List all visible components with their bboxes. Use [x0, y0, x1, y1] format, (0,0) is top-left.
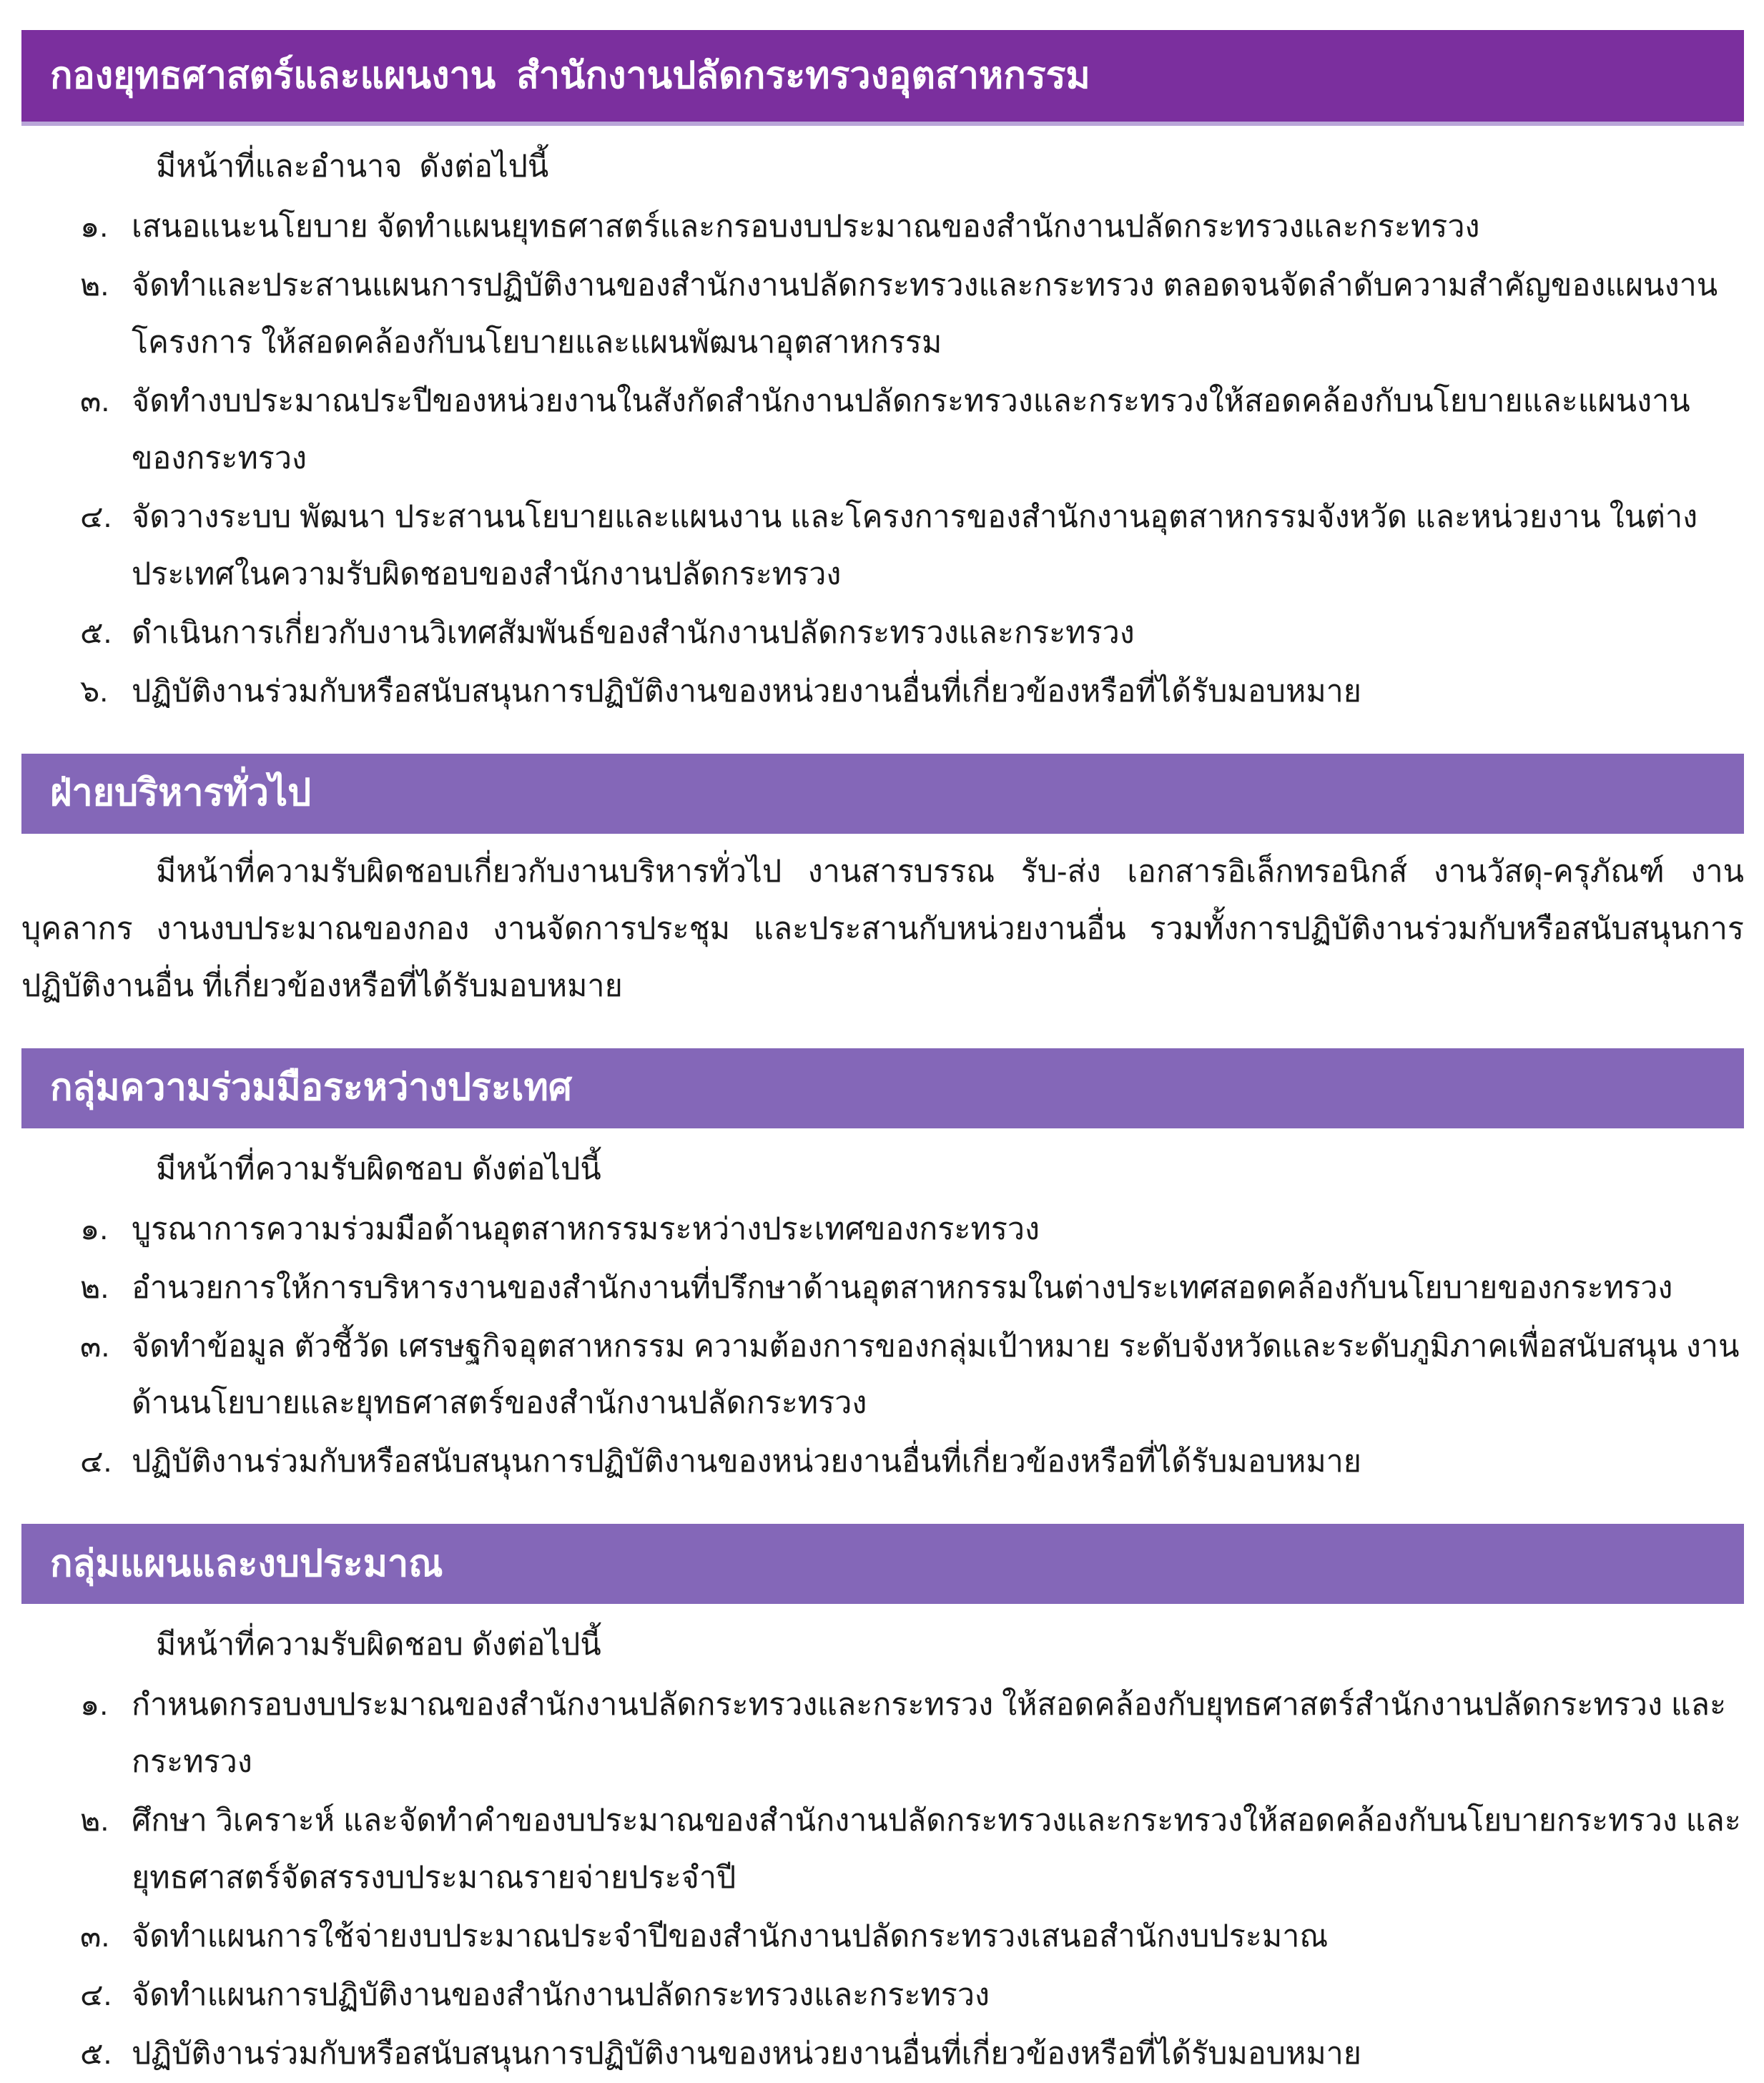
item-text: จัดทำและประสานแผนการปฏิบัติงานของสำนักงานปลัดกระทรวงและกระทรวง ตลอดจนจัดลำดับความสำคัญของแผนงาน โครงการ ให้สอดคล้องกับนโยบายและแผนพัฒนาอุตสาหกรรม [132, 267, 1718, 360]
duty-list-plan-budget [80, 1677, 1744, 2083]
section-header-strategy-division [21, 30, 1744, 126]
item-number: ๑. [80, 1211, 109, 1246]
item-number: ๔. [80, 1444, 112, 1479]
list-item [80, 199, 1744, 256]
section-title: กองยุทธศาสตร์และแผนงาน สำนักงานปลัดกระทรวงอุตสาหกรรม [50, 54, 1090, 97]
item-number: ๖. [80, 674, 109, 709]
list-item [80, 2026, 1744, 2083]
item-number: ๑. [80, 1688, 109, 1723]
section-paragraph: มีหน้าที่ความรับผิดชอบเกี่ยวกับงานบริหารทั่วไป งานสารบรรณ รับ-ส่ง เอกสารอิเล็กทรอนิกส์ งานวัสดุ-ครุภัณฑ์ งานบุคลากร งานงบประมาณของกอง งานจัดการประชุม และประสานกับหน่วยงานอื่น รวมทั้งการปฏิบัติงานร่วมกับหรือสนับสนุนการปฏิบัติงานอื่น ที่เกี่ยวข้องหรือที่ได้รับมอบหมาย [21, 854, 1744, 1003]
list-item [80, 257, 1744, 372]
list-item [80, 1677, 1744, 1791]
item-text: กำหนดกรอบงบประมาณของสำนักงานปลัดกระทรวงและกระทรวง ให้สอดคล้องกับยุทธศาสตร์สำนักงานปลัดกระทรวง และกระทรวง [132, 1688, 1727, 1780]
list-item [80, 1909, 1744, 1966]
intro-line: มีหน้าที่และอำนาจ ดังต่อไปนี้ [156, 149, 549, 184]
item-text: จัดทำงบประมาณประปีของหน่วยงานในสังกัดสำนักงานปลัดกระทรวงและกระทรวงให้สอดคล้องกับนโยบายและแผนงาน ของกระทรวง [132, 383, 1690, 476]
section-title: ฝ่ายบริหารทั่วไป [50, 772, 312, 814]
item-text: จัดวางระบบ พัฒนา ประสานนโยบายและแผนงาน และโครงการของสำนักงานอุตสาหกรรมจังหวัด และหน่วยงาน ในต่างประเทศในความรับผิดชอบของสำนักงานปลัดกระทรวง [132, 499, 1698, 591]
duty-list-international-cooperation [80, 1201, 1744, 1492]
item-text: เสนอแนะนโยบาย จัดทำแผนยุทธศาสตร์และกรอบงบประมาณของสำนักงานปลัดกระทรวงและกระทรวง [132, 209, 1480, 244]
section-header-international-cooperation [21, 1048, 1744, 1128]
item-number: ๓. [80, 1329, 110, 1364]
item-text: ปฏิบัติงานร่วมกับหรือสนับสนุนการปฏิบัติงานของหน่วยงานอื่นที่เกี่ยวข้องหรือที่ได้รับมอบหมาย [132, 2037, 1361, 2072]
intro-line: มีหน้าที่ความรับผิดชอบ ดังต่อไปนี้ [156, 1628, 601, 1663]
list-item [80, 373, 1744, 488]
list-item [80, 1201, 1744, 1259]
item-text: อำนวยการให้การบริหารงานของสำนักงานที่ปรึกษาด้านอุตสาหกรรมในต่างประเทศสอดคล้องกับนโยบายของกระทรวง [132, 1270, 1673, 1305]
list-item [80, 1319, 1744, 1433]
item-number: ๔. [80, 499, 112, 534]
item-text: จัดทำแผนการปฏิบัติงานของสำนักงานปลัดกระทรวงและกระทรวง [132, 1978, 990, 2013]
section-header-general-admin [21, 754, 1744, 834]
item-text: จัดทำข้อมูล ตัวชี้วัด เศรษฐกิจอุตสาหกรรม ความต้องการของกลุ่มเป้าหมาย ระดับจังหวัดและระดับภูมิภาคเพื่อสนับสนุน งานด้านนโยบายและยุทธศาสตร์ของสำนักงานปลัดกระทรวง [132, 1329, 1740, 1421]
list-item [80, 1260, 1744, 1317]
item-text: บูรณาการความร่วมมือด้านอุตสาหกรรมระหว่างประเทศของกระทรวง [132, 1211, 1040, 1246]
item-number: ๔. [80, 1978, 112, 2013]
item-text: ปฏิบัติงานร่วมกับหรือสนับสนุนการปฏิบัติงานของหน่วยงานอื่นที่เกี่ยวข้องหรือที่ได้รับมอบหมาย [132, 674, 1361, 709]
intro-line: มีหน้าที่ความรับผิดชอบ ดังต่อไปนี้ [156, 1151, 601, 1186]
item-number: ๒. [80, 1270, 109, 1305]
item-text: จัดทำแผนการใช้จ่ายงบประมาณประจำปีของสำนักงานปลัดกระทรวงเสนอสำนักงบประมาณ [132, 1919, 1329, 1954]
list-item [80, 1967, 1744, 2024]
duty-list-strategy-division [80, 199, 1744, 721]
item-text: ดำเนินการเกี่ยวกับงานวิเทศสัมพันธ์ของสำนักงานปลัดกระทรวงและกระทรวง [132, 615, 1135, 650]
item-number: ๓. [80, 383, 110, 418]
section-title: กลุ่มแผนและงบประมาณ [50, 1543, 443, 1585]
item-number: ๒. [80, 1803, 109, 1838]
list-item [80, 1434, 1744, 1491]
item-number: ๕. [80, 2037, 112, 2072]
item-number: ๑. [80, 209, 109, 244]
list-item [80, 1793, 1744, 1907]
item-text: ปฏิบัติงานร่วมกับหรือสนับสนุนการปฏิบัติงานของหน่วยงานอื่นที่เกี่ยวข้องหรือที่ได้รับมอบหมาย [132, 1444, 1361, 1479]
item-number: ๒. [80, 267, 109, 302]
item-number: ๓. [80, 1919, 110, 1954]
item-number: ๕. [80, 615, 112, 650]
list-item [80, 489, 1744, 604]
list-item [80, 605, 1744, 662]
item-text: ศึกษา วิเคราะห์ และจัดทำคำของบประมาณของสำนักงานปลัดกระทรวงและกระทรวงให้สอดคล้องกับนโยบายกระทรวง และยุทธศาสตร์จัดสรรงบประมาณรายจ่ายประจำปี [132, 1803, 1741, 1896]
section-header-plan-budget [21, 1524, 1744, 1604]
section-title: กลุ่มความร่วมมือระหว่างประเทศ [50, 1067, 572, 1109]
list-item [80, 664, 1744, 721]
